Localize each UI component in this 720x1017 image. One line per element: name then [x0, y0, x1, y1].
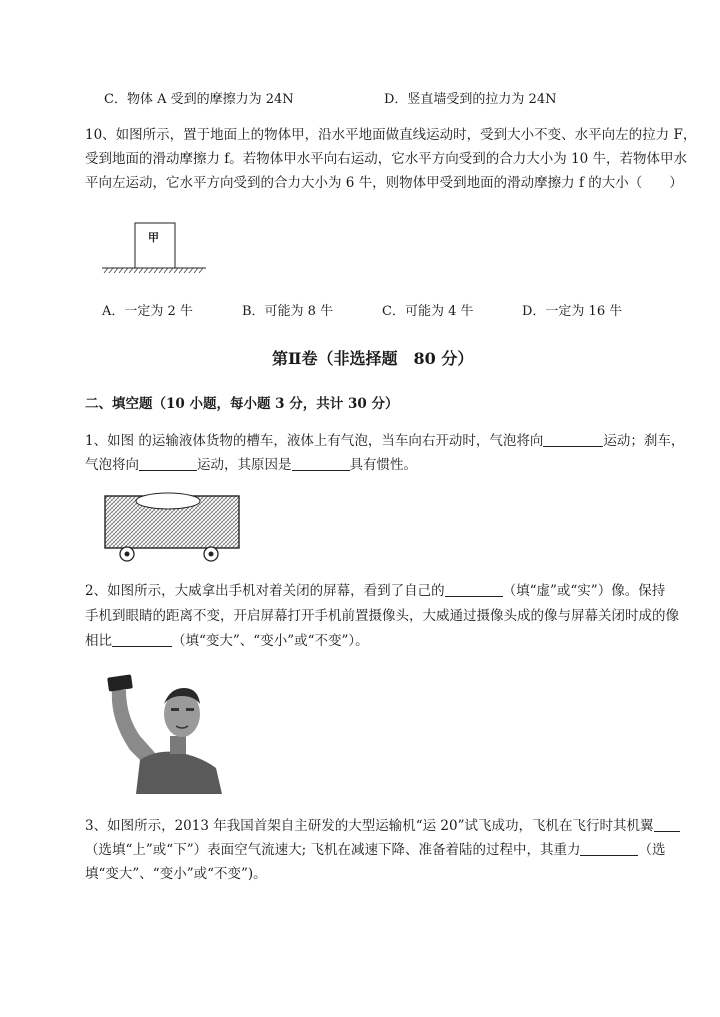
q10-option-c: C．可能为 4 牛 [382, 304, 474, 319]
q10-figure [100, 220, 210, 276]
q9-option-d: D．竖直墙受到的拉力为 24N [384, 92, 557, 107]
q2-text-part: （填“变大”、“变小”或“不变”）。 [172, 633, 369, 649]
part-two-title: 第Ⅱ卷（非选择题 80 分） [272, 349, 474, 368]
q10-option-b: B．可能为 8 牛 [242, 304, 334, 319]
q10-text-line-1: 10、如图所示，置于地面上的物体甲，沿水平地面做直线运动时，受到大小不变、水平向左的拉力 F， [85, 127, 697, 143]
q10-box-label: 甲 [148, 231, 159, 244]
q3-blank-1[interactable] [654, 817, 680, 832]
q2-blank-1[interactable] [445, 582, 503, 597]
q3-blank-2[interactable] [580, 841, 638, 856]
q10-text-line-3: 平向左运动，它水平方向受到的合力大小为 6 牛，则物体甲受到地面的滑动摩擦力 f 的大小（ ） [85, 175, 683, 191]
q1-blank-2[interactable] [139, 456, 197, 471]
q3-text-part: （选 [638, 842, 666, 858]
q1-text-part: 运动；刹车， [603, 433, 685, 449]
q10-option-d: D．一定为 16 牛 [522, 304, 623, 319]
q2-selfie-photo [100, 670, 224, 798]
q1-text-line-2 [85, 454, 417, 476]
q2-text-part: 2、如图所示，大威拿出手机对着关闭的屏幕，看到了自己的 [85, 583, 445, 599]
q3-text-line-3: 填“变大”、“变小”或“不变”)。 [85, 866, 267, 882]
q3-text-line-1 [85, 815, 680, 837]
q10-option-a: A．一定为 2 牛 [102, 304, 193, 319]
q3-text-part: （选填“上”或“下”）表面空气流速大; 飞机在减速下降、准备着陆的过程中，其重力 [85, 842, 581, 858]
q10-text-line-2: 受到地面的滑动摩擦力 f。若物体甲水平向右运动，它水平方向受到的合力大小为 10 牛，若物体甲水 [85, 151, 688, 167]
q2-blank-2[interactable] [112, 632, 172, 647]
q1-text-part: 运动，其原因是 [197, 457, 292, 473]
q2-text-part: 相比 [85, 633, 112, 649]
q2-text-line-2: 手机到眼睛的距离不变，开启屏幕打开手机前置摄像头，大威通过摄像头成的像与屏幕关闭时成的像 [85, 608, 679, 624]
q9-option-c: C．物体 A 受到的摩擦力为 24N [104, 92, 294, 107]
q1-text-part: 1、如图 的运输液体货物的槽车，液体上有气泡，当车向右开动时，气泡将向 [85, 433, 544, 449]
q2-text-line-3 [85, 630, 369, 652]
q2-text-part: （填“虚”或“实”）像。保持 [502, 583, 666, 599]
q1-tank-truck-diagram [100, 488, 245, 568]
q1-blank-1[interactable] [543, 432, 603, 447]
q2-text-line-1 [85, 580, 665, 602]
q3-text-part: 3、如图所示，2013 年我国首架自主研发的大型运输机“运 20”试飞成功，飞机在飞行时其机翼 [85, 818, 654, 834]
q1-text-line-1 [85, 430, 684, 452]
q1-text-part: 气泡将向 [85, 457, 139, 473]
q1-text-part: 具有惯性。 [349, 457, 417, 473]
q1-blank-3[interactable] [292, 456, 350, 471]
q3-text-line-2 [85, 839, 665, 861]
section-heading-fill-in: 二、填空题（10 小题，每小题 3 分，共计 30 分） [85, 396, 399, 412]
